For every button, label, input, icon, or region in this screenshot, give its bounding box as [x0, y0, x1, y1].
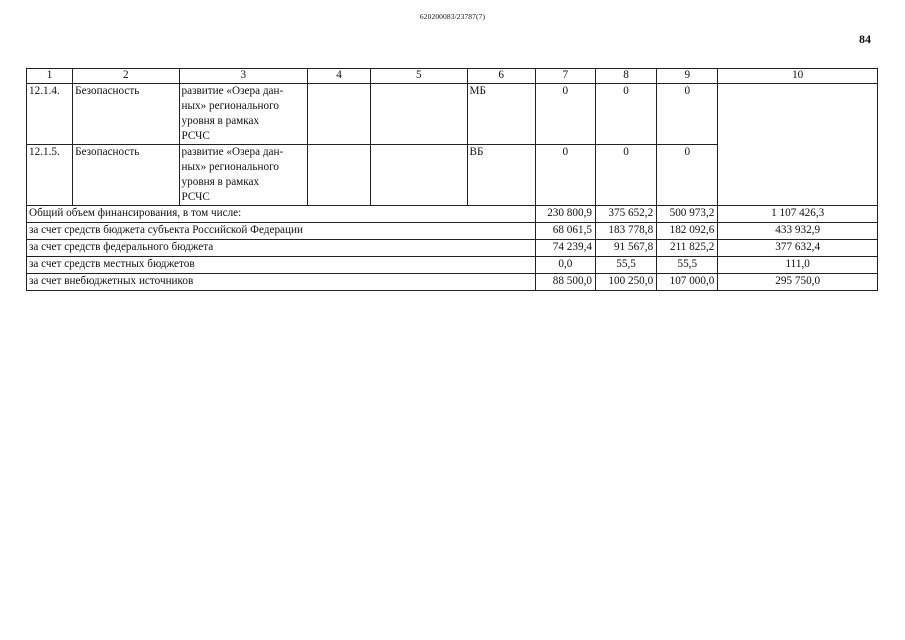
total-col9: 107 000,0 [657, 274, 718, 291]
total-col7: 68 061,5 [535, 223, 595, 240]
total-row [27, 223, 878, 240]
total-label: за счет средств федерального бюджета [27, 240, 536, 257]
total-col10: 111,0 [718, 257, 878, 274]
column-number-row [27, 69, 878, 84]
task-col5 [371, 145, 467, 206]
task-description [179, 84, 307, 145]
column-number: 8 [595, 69, 656, 84]
description-line: уровня в рамках [181, 176, 260, 188]
total-row [27, 240, 878, 257]
total-col8: 375 652,2 [595, 206, 656, 223]
description-line: ных» регионального [181, 161, 279, 173]
value-col10-merged [718, 84, 878, 206]
value-col7: 0 [535, 84, 595, 145]
total-col9: 182 092,6 [657, 223, 718, 240]
total-row [27, 257, 878, 274]
task-col5 [371, 84, 467, 145]
value-col7: 0 [535, 145, 595, 206]
description-line: развитие «Озера дан- [181, 146, 284, 158]
value-col9: 0 [657, 84, 718, 145]
description-line: РСЧС [181, 130, 210, 142]
total-col8: 91 567,8 [595, 240, 656, 257]
task-description [179, 145, 307, 206]
total-col8: 183 778,8 [595, 223, 656, 240]
value-col9: 0 [657, 145, 718, 206]
funding-source: ВБ [467, 145, 535, 206]
total-label: за счет средств бюджета субъекта Российской Федерации [27, 223, 536, 240]
column-number: 5 [371, 69, 467, 84]
total-col7: 230 800,9 [535, 206, 595, 223]
task-name: Безопасность [73, 84, 179, 145]
task-col4 [307, 84, 370, 145]
funding-source: МБ [467, 84, 535, 145]
table-row [27, 84, 878, 145]
financing-table [26, 68, 878, 291]
value-col8: 0 [595, 145, 656, 206]
column-number: 10 [718, 69, 878, 84]
total-col10: 295 750,0 [718, 274, 878, 291]
total-label: за счет средств местных бюджетов [27, 257, 536, 274]
total-col9: 500 973,2 [657, 206, 718, 223]
description-line: РСЧС [181, 191, 210, 203]
task-col4 [307, 145, 370, 206]
description-line: ных» регионального [181, 100, 279, 112]
total-col8: 100 250,0 [595, 274, 656, 291]
total-label: за счет внебюджетных источников [27, 274, 536, 291]
total-col10: 377 632,4 [718, 240, 878, 257]
total-col9: 55,5 [657, 257, 718, 274]
column-number: 3 [179, 69, 307, 84]
column-number: 1 [27, 69, 73, 84]
total-col10: 433 932,9 [718, 223, 878, 240]
total-col7: 74 239,4 [535, 240, 595, 257]
total-row [27, 206, 878, 223]
column-number: 6 [467, 69, 535, 84]
page-number: 84 [859, 32, 871, 46]
total-col10: 1 107 426,3 [718, 206, 878, 223]
description-line: уровня в рамках [181, 115, 260, 127]
total-row [27, 274, 878, 291]
total-col7: 88 500,0 [535, 274, 595, 291]
value-col8: 0 [595, 84, 656, 145]
column-number: 4 [307, 69, 370, 84]
column-number: 9 [657, 69, 718, 84]
column-number: 2 [73, 69, 179, 84]
column-number: 7 [535, 69, 595, 84]
total-col9: 211 825,2 [657, 240, 718, 257]
task-code: 12.1.4. [27, 84, 73, 145]
total-col8: 55,5 [595, 257, 656, 274]
task-code: 12.1.5. [27, 145, 73, 206]
document-id: 620200083/23787(7) [419, 12, 486, 21]
total-label: Общий объем финансирования, в том числе: [27, 206, 536, 223]
total-col7: 0,0 [535, 257, 595, 274]
task-name: Безопасность [73, 145, 179, 206]
description-line: развитие «Озера дан- [181, 85, 284, 97]
